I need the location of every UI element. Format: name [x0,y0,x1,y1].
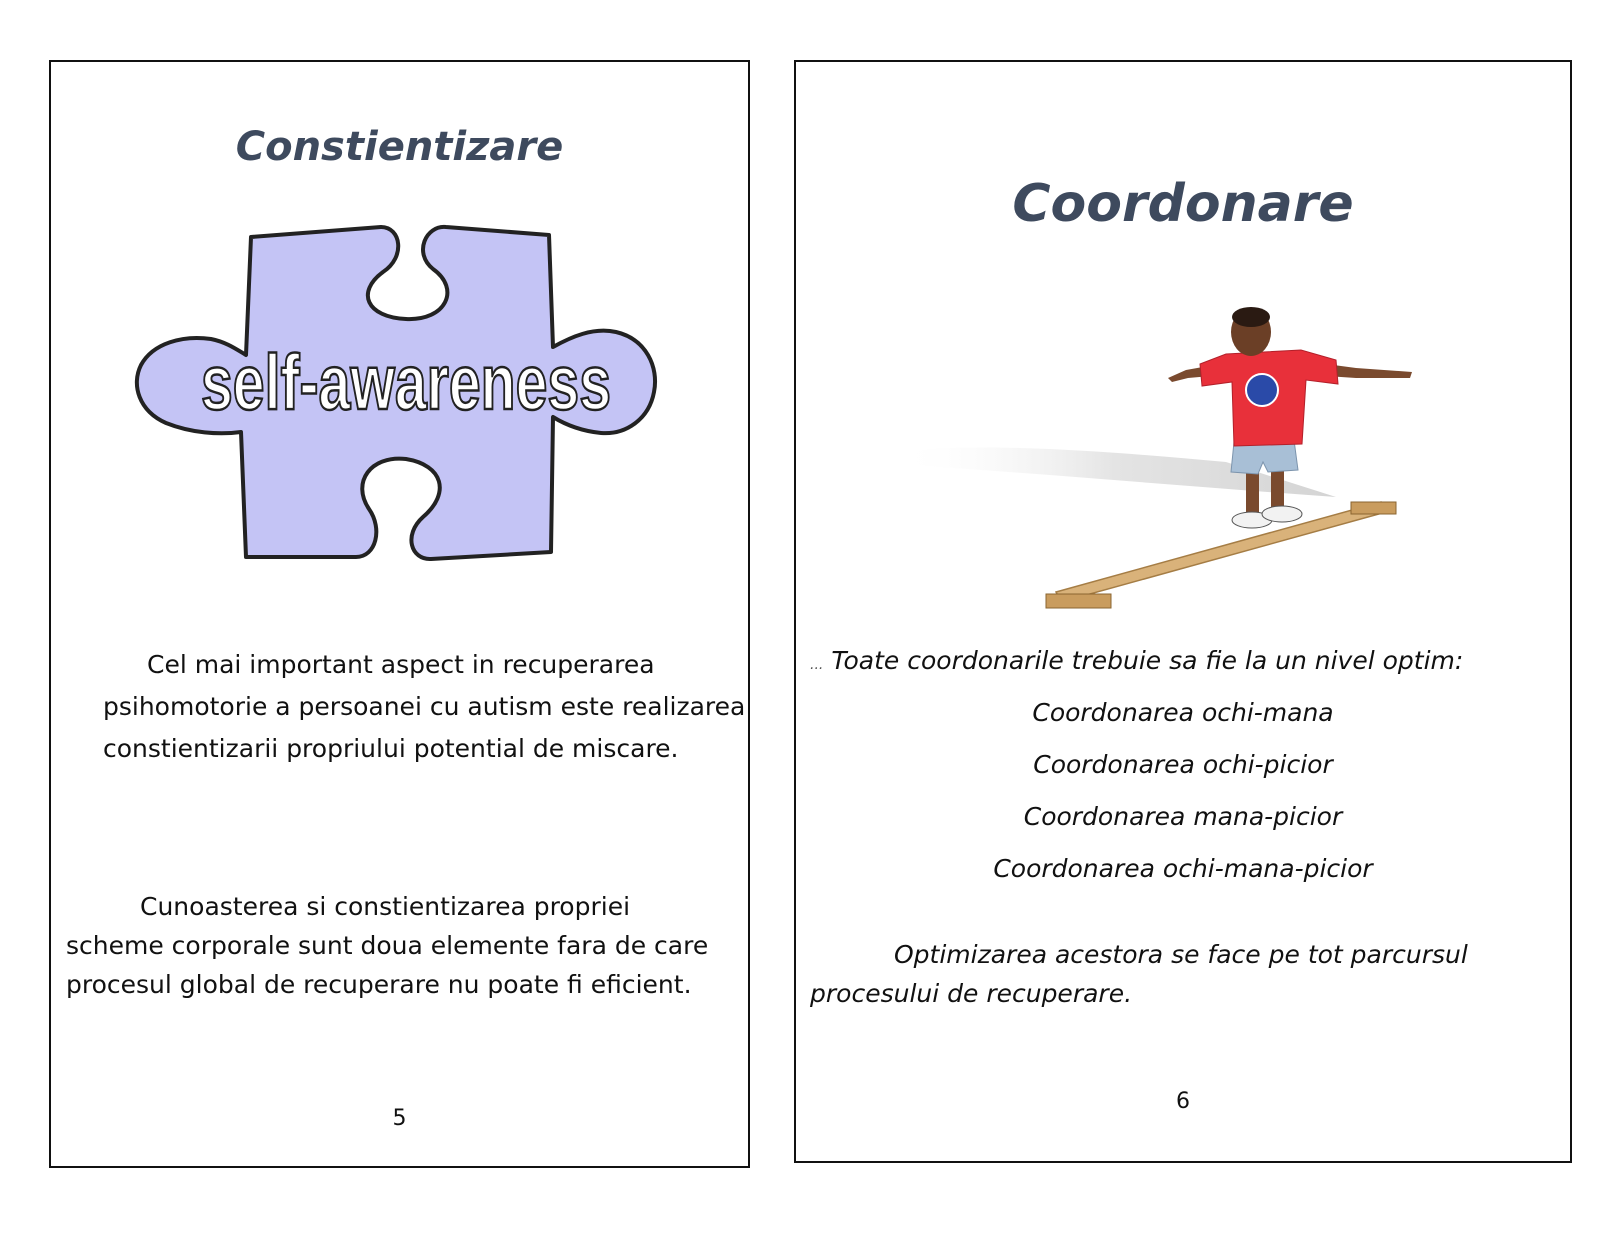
lead-text: Toate coordonarile trebuie sa fie la un nivel optim: [831,646,1464,675]
balance-beam [1056,502,1386,602]
list-item: Coordonarea ochi-picior [1033,750,1333,779]
closing-paragraph [810,935,1550,1013]
body-paragraph [66,887,716,1004]
page-number: 5 [392,1106,407,1131]
page-title: Constientizare [235,124,564,170]
intro-paragraph [103,644,753,770]
page-right [794,60,1572,1163]
child-on-balance-beam-icon [896,302,1456,622]
child-hair [1232,307,1270,327]
intro-paragraph-text: Cel mai important aspect in recuperarea psihomotorie a persoanei cu autism este realizarea constientizarii propriului potential de miscare. [103,650,746,763]
body-paragraph-text: Cunoasterea si constientizarea propriei scheme corporale sunt doua elemente fara de care procesul global de recuperare nu poate fi eficient. [66,892,709,999]
puzzle-piece-icon [101,197,681,612]
list-item: Coordonarea ochi-mana-picior [993,854,1373,883]
list-item: Coordonarea mana-picior [1023,802,1343,831]
lead-dots: ... [810,657,824,673]
page-left [49,60,750,1168]
closing-paragraph-text: Optimizarea acestora se face pe tot parcursul procesului de recuperare. [810,940,1468,1008]
self-awareness-word: self-awareness [201,338,611,426]
beam-foot-right [1351,502,1396,514]
list-item: Coordonarea ochi-mana [1032,698,1334,727]
page-title: Coordonare [1012,174,1354,234]
page-number: 6 [1176,1089,1190,1114]
child-shoe-right [1262,506,1302,522]
lead-sentence [810,646,1570,675]
shirt-logo [1246,374,1278,406]
beam-foot-left [1046,594,1111,608]
